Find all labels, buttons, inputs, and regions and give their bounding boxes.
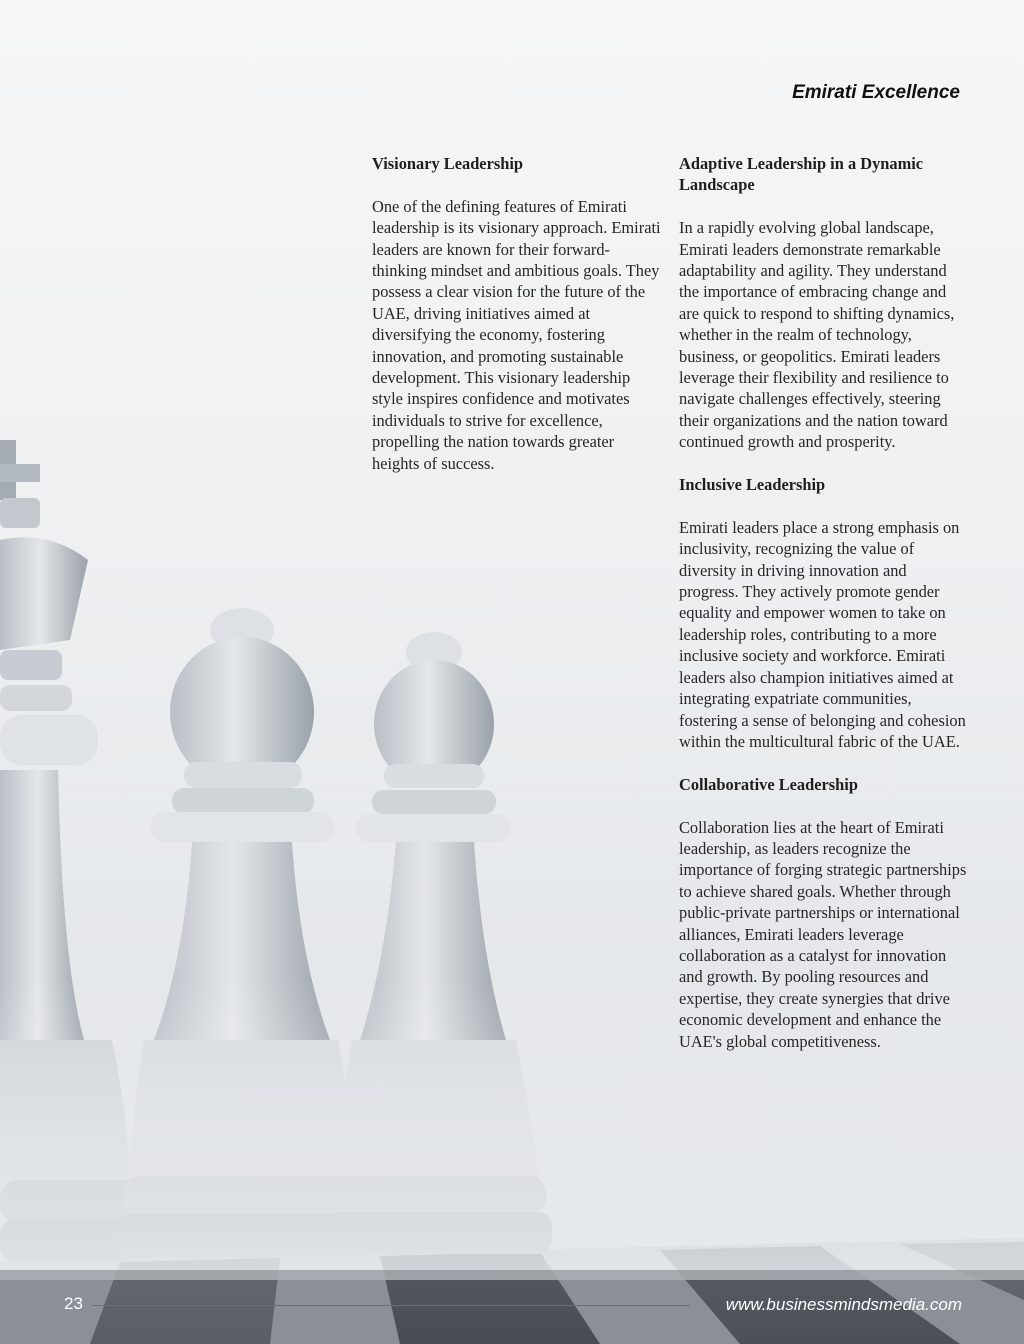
right-column: [679, 153, 969, 1073]
left-column: [372, 153, 662, 495]
footer-website-link[interactable]: www.businessmindsmedia.com: [725, 1295, 962, 1314]
page-section-title: Emirati Excellence: [792, 82, 960, 103]
section-heading-inclusive: Inclusive Leadership: [679, 475, 826, 495]
section-heading-adaptive: Adaptive Leadership in a Dynamic Landscape: [679, 154, 924, 195]
section-body-inclusive: Emirati leaders place a strong emphasis on inclusivity, recognizing the value of diversity in driving innovation and progress. They actively promote gender equality and empower women to take on leadership roles, contributing to a more inclusive society and workforce. Emirati leaders also champion initiatives aimed at integrating expatriate communities, fostering a sense of belonging and cohesion within the multicultural fabric of the UAE.: [679, 517, 966, 751]
section-heading-collaborative: Collaborative Leadership: [679, 774, 858, 794]
section-heading-visionary: Visionary Leadership: [372, 154, 524, 173]
section-body-collaborative: Collaboration lies at the heart of Emirati leadership, as leaders recognize the importance of forging strategic partnerships to achieve shared goals. Whether through public-private partnerships or international alliances, Emirati leaders leverage collaboration as a catalyst for innovation and growth. By pooling resources and expertise, they create synergies that drive economic development and enhance the UAE's global competitiveness.: [679, 817, 967, 1051]
section-body-adaptive: In a rapidly evolving global landscape, Emirati leaders demonstrate remarkable adaptability and agility. They understand the importance of embracing change and are quick to respond to shifting dynamics, whether in the realm of technology, business, or geopolitics. Emirati leaders leverage their flexibility and resilience to navigate challenges effectively, steering their organizations and the nation toward continued growth and prosperity.: [679, 218, 955, 452]
footer-divider: [92, 1305, 690, 1306]
section-body-visionary: One of the defining features of Emirati leadership is its visionary approach. Emirati leaders are known for their forward-thinking mindset and ambitious goals. They possess a clear vision for the future of the UAE, driving initiatives aimed at diversifying the economy, fostering innovation, and promoting sustainable development. This visionary leadership style inspires confidence and motivates individuals to strive for excellence, propelling the nation towards greater heights of success.: [372, 196, 661, 473]
page-number: 23: [64, 1294, 83, 1313]
